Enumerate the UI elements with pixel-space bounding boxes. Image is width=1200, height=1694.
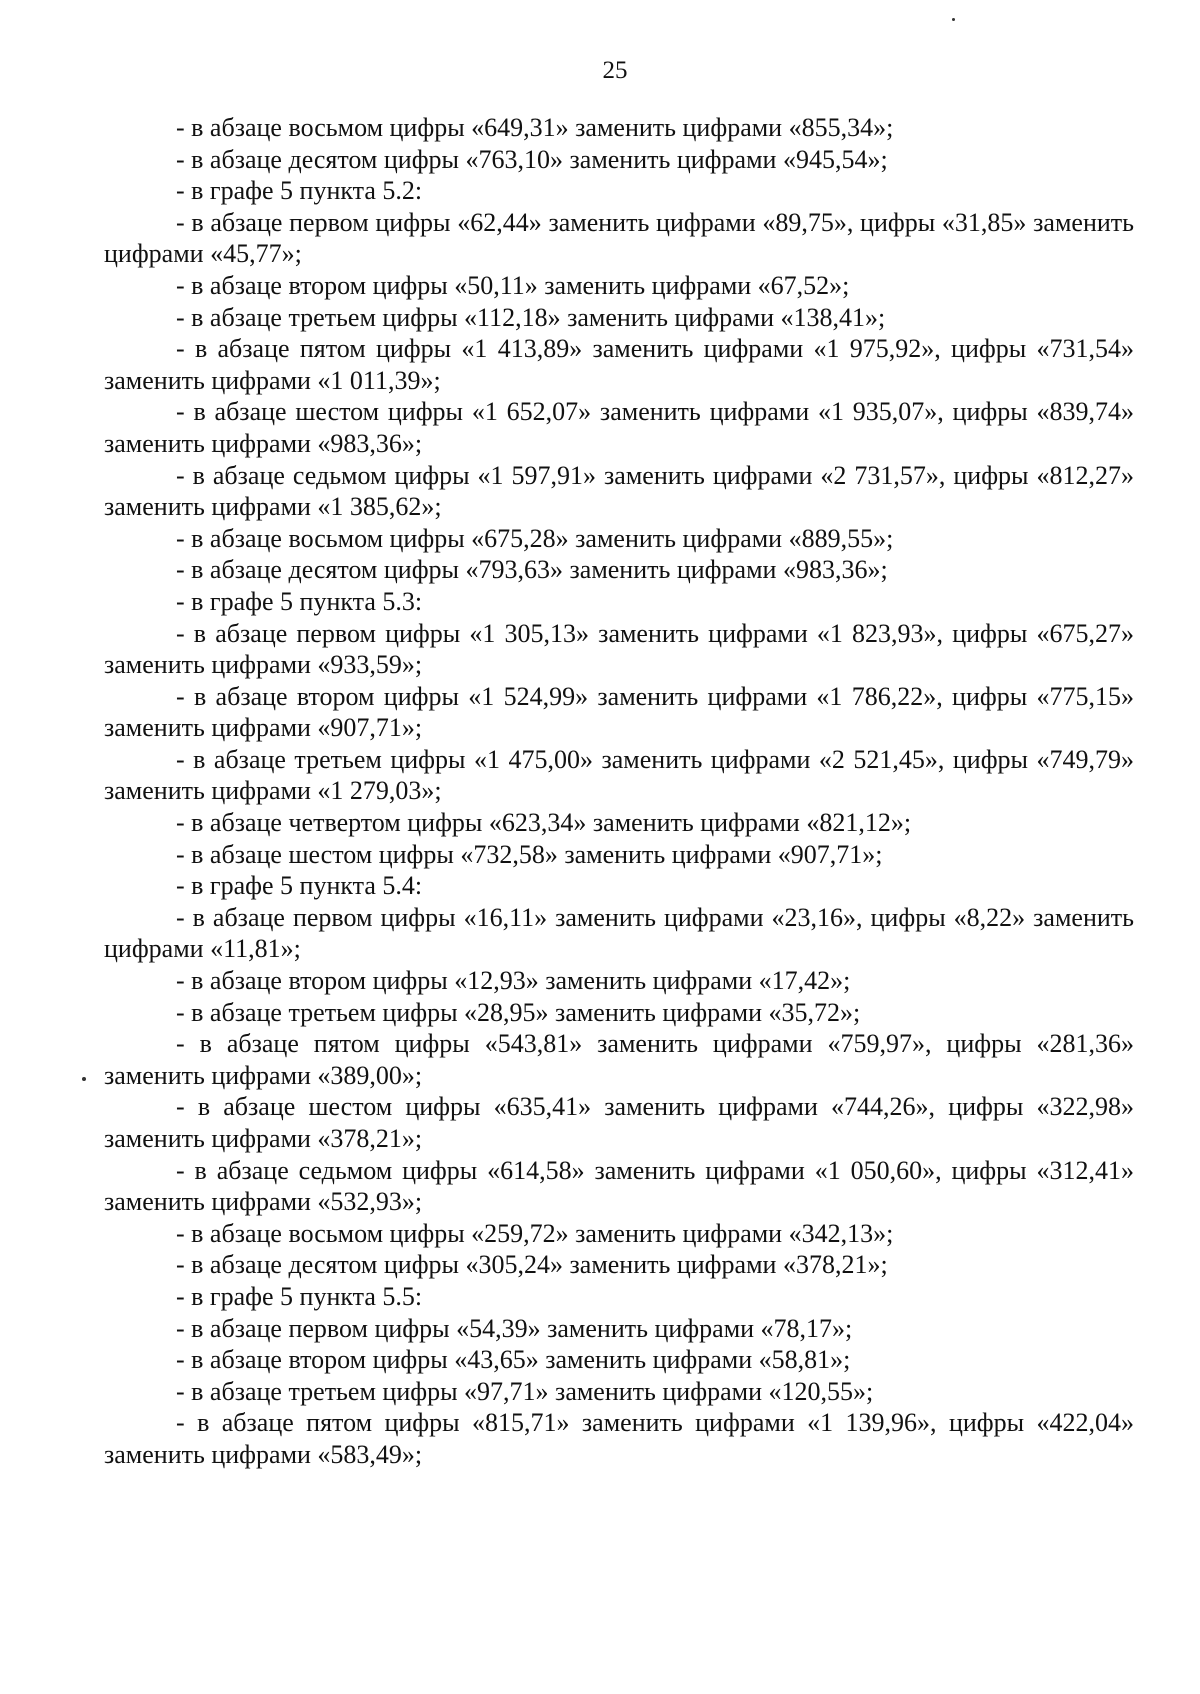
paragraph: - в абзаце третьем цифры «1 475,00» заменить цифрами «2 521,45», цифры «749,79» заменить цифрами «1 279,03»;	[104, 744, 1134, 806]
scan-speck	[82, 1077, 86, 1081]
paragraph: - в абзаце втором цифры «1 524,99» заменить цифрами «1 786,22», цифры «775,15» заменить цифрами «907,71»;	[104, 681, 1134, 743]
paragraph: - в абзаце пятом цифры «543,81» заменить цифрами «759,97», цифры «281,36» заменить цифрами «389,00»;	[104, 1029, 1134, 1090]
paragraph: - в абзаце восьмом цифры «259,72» заменить цифрами «342,13»;	[176, 1218, 894, 1248]
paragraph: - в абзаце восьмом цифры «675,28» заменить цифрами «889,55»;	[176, 523, 894, 553]
document-body	[104, 112, 1134, 1471]
paragraph: - в абзаце четвертом цифры «623,34» заменить цифрами «821,12»;	[176, 808, 912, 838]
paragraph: - в графе 5 пункта 5.2:	[176, 176, 423, 206]
paragraph: - в абзаце десятом цифры «793,63» заменить цифрами «983,36»;	[176, 555, 888, 585]
paragraph: - в абзаце седьмом цифры «1 597,91» заменить цифрами «2 731,57», цифры «812,27» заменить цифрами «1 385,62»;	[104, 460, 1134, 522]
paragraph: - в графе 5 пункта 5.5:	[176, 1281, 423, 1311]
paragraph: - в абзаце десятом цифры «305,24» заменить цифрами «378,21»;	[176, 1250, 888, 1280]
paragraph: - в абзаце десятом цифры «763,10» заменить цифрами «945,54»;	[176, 144, 888, 174]
paragraph: - в абзаце третьем цифры «97,71» заменить цифрами «120,55»;	[176, 1376, 874, 1406]
paragraph: - в абзаце шестом цифры «1 652,07» заменить цифрами «1 935,07», цифры «839,74» заменить цифрами «983,36»;	[104, 397, 1134, 458]
paragraph: - в абзаце первом цифры «54,39» заменить цифрами «78,17»;	[176, 1313, 853, 1343]
paragraph: - в абзаце первом цифры «1 305,13» заменить цифрами «1 823,93», цифры «675,27» заменить цифрами «933,59»;	[104, 618, 1134, 680]
paragraph: - в абзаце пятом цифры «1 413,89» заменить цифрами «1 975,92», цифры «731,54» заменить цифрами «1 011,39»;	[104, 334, 1134, 395]
paragraph: - в абзаце третьем цифры «28,95» заменить цифрами «35,72»;	[176, 997, 861, 1027]
paragraph: - в абзаце первом цифры «16,11» заменить цифрами «23,16», цифры «8,22» заменить цифрами «11,81»;	[104, 902, 1134, 964]
paragraph: - в абзаце втором цифры «43,65» заменить цифрами «58,81»;	[176, 1345, 851, 1375]
paragraph: - в абзаце пятом цифры «815,71» заменить цифрами «1 139,96», цифры «422,04» заменить цифрами «583,49»;	[104, 1408, 1134, 1469]
paragraph: - в графе 5 пункта 5.4:	[176, 871, 423, 901]
paragraph: - в абзаце втором цифры «12,93» заменить цифрами «17,42»;	[176, 966, 851, 996]
paragraph: - в абзаце втором цифры «50,11» заменить цифрами «67,52»;	[176, 270, 850, 300]
paragraph: - в абзаце шестом цифры «635,41» заменить цифрами «744,26», цифры «322,98» заменить цифрами «378,21»;	[104, 1092, 1134, 1153]
paragraph: - в абзаце восьмом цифры «649,31» заменить цифрами «855,34»;	[176, 113, 894, 142]
scan-speck	[952, 18, 955, 21]
page-number: 25	[602, 57, 628, 84]
paragraph: - в графе 5 пункта 5.3:	[176, 586, 423, 616]
paragraph: - в абзаце шестом цифры «732,58» заменить цифрами «907,71»;	[176, 839, 883, 869]
paragraph: - в абзаце третьем цифры «112,18» заменить цифрами «138,41»;	[176, 302, 886, 332]
paragraph: - в абзаце седьмом цифры «614,58» заменить цифрами «1 050,60», цифры «312,41» заменить цифрами «532,93»;	[104, 1155, 1134, 1217]
paragraph: - в абзаце первом цифры «62,44» заменить цифрами «89,75», цифры «31,85» заменить цифрами «45,77»;	[104, 207, 1134, 269]
